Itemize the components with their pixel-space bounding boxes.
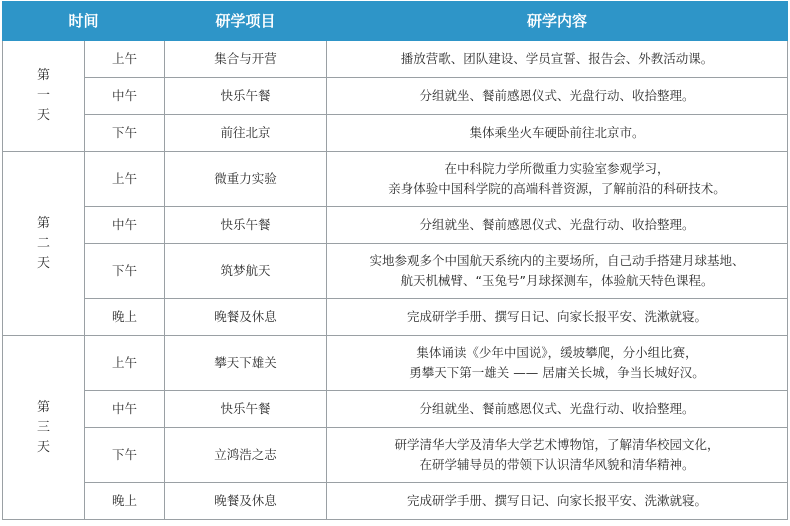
content-cell (327, 152, 788, 207)
period-cell: 晚上 (85, 299, 165, 336)
project-cell: 快乐午餐 (165, 391, 327, 428)
content-cell (327, 483, 788, 520)
content-line: 完成研学手册、撰写日记、向家长报平安、洗漱就寝。 (407, 309, 708, 324)
project-cell: 晚餐及休息 (165, 483, 327, 520)
table-row (3, 152, 788, 207)
table-row (3, 78, 788, 115)
schedule-table (2, 1, 788, 520)
content-cell (327, 41, 788, 78)
header-content: 研学内容 (327, 2, 788, 41)
table-row (3, 244, 788, 299)
content-line: 航天机械臂、“玉兔号”月球探测车，体验航天特色课程。 (400, 273, 714, 288)
project-cell: 快乐午餐 (165, 207, 327, 244)
project-cell: 筑梦航天 (165, 244, 327, 299)
day-label-text: 第一天 (36, 68, 50, 123)
content-cell (327, 207, 788, 244)
table-row (3, 207, 788, 244)
content-line: 分组就坐、餐前感恩仪式、光盘行动、收拾整理。 (419, 217, 695, 232)
day-label-text: 第二天 (36, 215, 50, 271)
content-line: 亲身体验中国科学院的高端科普资源，了解前沿的科研技术。 (388, 181, 726, 196)
content-cell (327, 428, 788, 483)
period-cell: 下午 (85, 115, 165, 152)
content-cell (327, 78, 788, 115)
header-time: 时间 (3, 2, 165, 41)
content-line: 集体诵读《少年中国说》，缓坡攀爬，分小组比赛， (416, 345, 698, 360)
table-body (3, 41, 788, 520)
project-cell: 晚餐及休息 (165, 299, 327, 336)
content-line: 分组就坐、餐前感恩仪式、光盘行动、收拾整理。 (419, 401, 695, 416)
table-row (3, 115, 788, 152)
day-label-text: 第三天 (36, 399, 50, 455)
content-line: 播放营歌、团队建设、学员宣誓、报告会、外教活动课。 (400, 51, 714, 66)
period-cell: 上午 (85, 41, 165, 78)
content-cell (327, 299, 788, 336)
project-cell: 前往北京 (165, 115, 327, 152)
content-line: 集体乘坐火车硬卧前往北京市。 (469, 125, 645, 140)
period-cell: 下午 (85, 244, 165, 299)
content-cell (327, 244, 788, 299)
period-cell: 晚上 (85, 483, 165, 520)
period-cell: 中午 (85, 391, 165, 428)
day-label (3, 152, 85, 336)
table-row (3, 483, 788, 520)
project-cell: 快乐午餐 (165, 78, 327, 115)
day-label (3, 336, 85, 520)
table-header-row (3, 2, 788, 41)
table-row (3, 299, 788, 336)
header-project: 研学项目 (165, 2, 327, 41)
period-cell: 中午 (85, 207, 165, 244)
project-cell: 微重力实验 (165, 152, 327, 207)
content-line: 研学清华大学及清华大学艺术博物馆，了解清华校园文化， (394, 437, 720, 452)
table-row (3, 391, 788, 428)
day-label (3, 41, 85, 152)
table-row (3, 428, 788, 483)
project-cell: 攀天下雄关 (165, 336, 327, 391)
table-row (3, 336, 788, 391)
content-line: 分组就坐、餐前感恩仪式、光盘行动、收拾整理。 (419, 88, 695, 103)
period-cell: 上午 (85, 336, 165, 391)
content-cell (327, 115, 788, 152)
table-row (3, 41, 788, 78)
content-line: 完成研学手册、撰写日记、向家长报平安、洗漱就寝。 (407, 493, 708, 508)
content-cell (327, 336, 788, 391)
project-cell: 立鸿浩之志 (165, 428, 327, 483)
content-line: 在研学辅导员的带领下认识清华风貌和清华精神。 (419, 457, 695, 472)
period-cell: 中午 (85, 78, 165, 115)
content-line: 实地参观多个中国航天系统内的主要场所，自己动手搭建月球基地、 (369, 253, 745, 268)
period-cell: 下午 (85, 428, 165, 483)
content-cell (327, 391, 788, 428)
content-line: 在中科院力学所微重力实验室参观学习， (444, 161, 670, 176)
content-line: 勇攀天下第一雄关 —— 居庸关长城，争当长城好汉。 (409, 365, 705, 380)
project-cell: 集合与开营 (165, 41, 327, 78)
period-cell: 上午 (85, 152, 165, 207)
